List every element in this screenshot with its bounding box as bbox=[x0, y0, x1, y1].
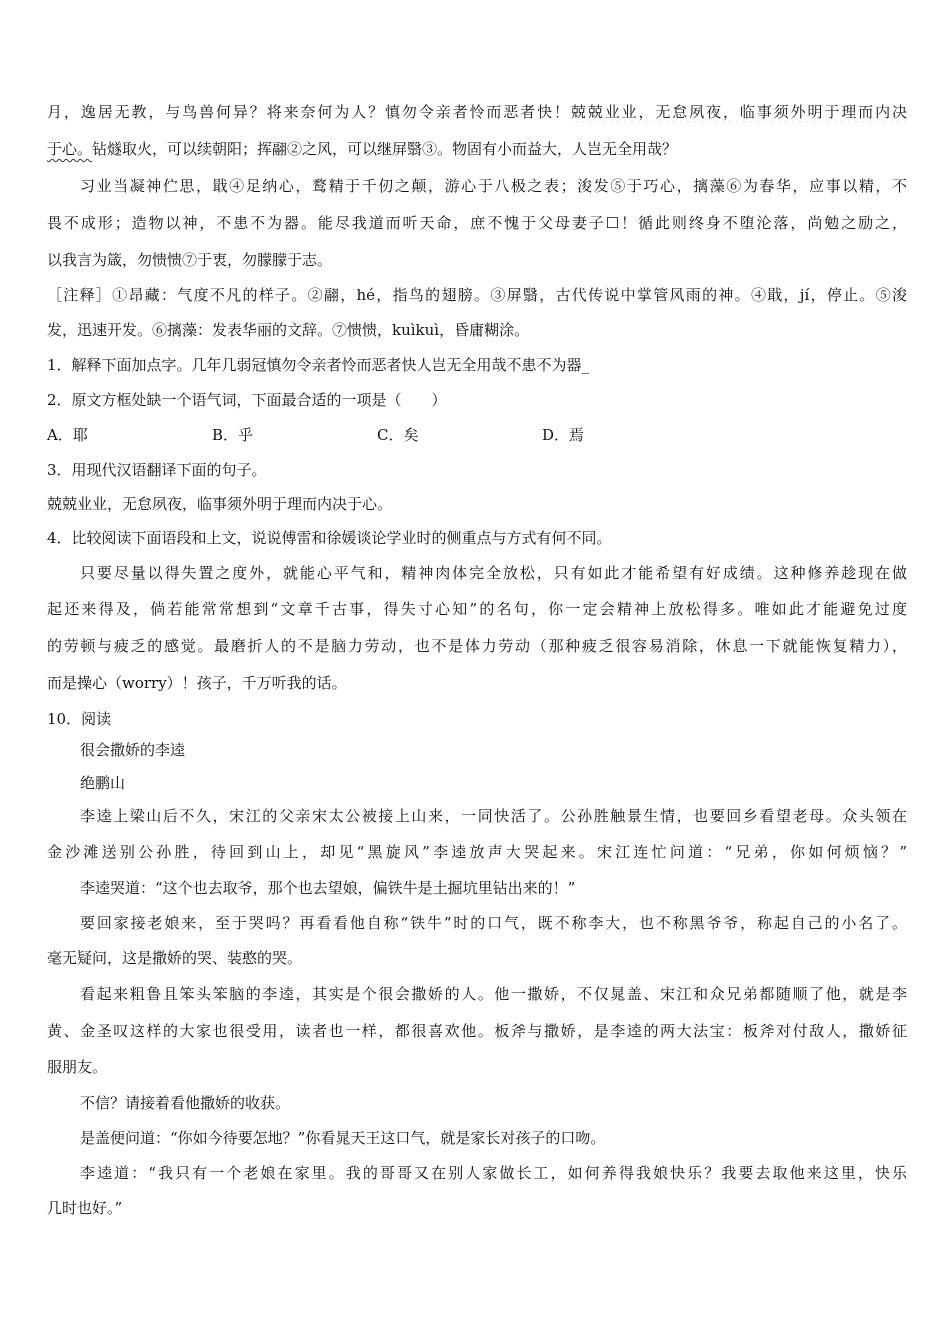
text-line: 要回家接老娘来，至于哭吗？再看看他自称“铁牛”时的口气，既不称李大，也不称黑爷爷，称起自己的小名了。 bbox=[80, 914, 907, 932]
text-line: 李逵道：“我只有一个老娘在家里。我的哥哥又在别人家做长工，如何养得我娘快乐？我要去取他来这里，快乐 bbox=[80, 1164, 907, 1182]
answer-options bbox=[47, 425, 907, 445]
text-line: 习业当凝神伫思，戢④足纳心，鹜精于千仞之颠，游心于八极之表；浚发⑤于巧心，摛藻⑥为春华，应事以精，不 bbox=[80, 177, 907, 195]
question-3: 3．用现代汉语翻译下面的句子。 bbox=[47, 461, 267, 479]
text-line: 毫无疑问，这是撒娇的哭、装憨的哭。 bbox=[47, 949, 303, 967]
text-line: 起还来得及，倘若能常常想到“文章千古事，得失寸心知”的名句，你一定会精神上放松得多。唯如此才能避免过度 bbox=[47, 600, 907, 618]
translate-sentence: 兢兢业业，无怠夙夜，临事须外明于理而内决于心。 bbox=[47, 495, 393, 513]
text-line: 畏不成形；造物以神，不患不为器。能尽我道而听天命，庶不愧于父母妻子☐！循此则终身不堕沦落，尚勉之励之， bbox=[47, 214, 907, 232]
text-segment: 钻燧取火，可以续朝阳；挥翮②之风，可以继屏翳③。物固有小而益大，人岂无全用哉？ bbox=[92, 140, 678, 158]
text-line: 而是操心（worry）！孩子，千万听我的话。 bbox=[47, 674, 347, 692]
annotation-line: ［注释］①昂藏：气度不凡的样子。②翮，hé，指鸟的翅膀。③屏翳，古代传说中掌管风雨的神。④戢，jí，停止。⑤浚 bbox=[47, 286, 907, 304]
article-author: 绝鹏山 bbox=[80, 774, 126, 792]
option-d: D．焉 bbox=[542, 426, 585, 444]
text-line: 不信？请接着看他撒娇的收获。 bbox=[80, 1094, 291, 1112]
text-line: 李逵上梁山后不久，宋江的父亲宋太公被接上山来，一同快活了。公孙胜触景生情，也要回乡看望老母。众头领在 bbox=[80, 807, 907, 825]
text-line bbox=[47, 139, 907, 159]
text-line: 李逵哭道：“这个也去取爷，那个也去望娘，偏铁牛是土掘坑里钻出来的！” bbox=[80, 879, 576, 897]
text-line: 看起来粗鲁且笨头笨脑的李逵，其实是个很会撒娇的人。他一撒娇，不仅晁盖、宋江和众兄弟都随顺了他，就是李 bbox=[80, 985, 907, 1003]
section-heading: 10．阅读 bbox=[47, 710, 112, 728]
option-c: C．矣 bbox=[377, 426, 419, 444]
option-b: B．乎 bbox=[212, 426, 254, 444]
text-line: 以我言为箴，勿愦愦⑦于衷，勿朦朦于志。 bbox=[47, 251, 333, 269]
wavy-underlined-text: 于心。 bbox=[47, 140, 93, 158]
wavy-underlined-text: 兢兢业业，无怠夙夜，临事须外明于理而内决 bbox=[570, 103, 907, 121]
question-4: 4．比较阅读下面语段和上文，说说傅雷和徐媛谈论学业时的侧重点与方式有何不同。 bbox=[47, 529, 612, 547]
text-line: 黄、金圣叹这样的大家也很受用，读者也一样，都很喜欢他。板斧与撒娇，是李逵的两大法宝：板斧对付敌人，撒娇征 bbox=[47, 1022, 907, 1040]
text-line: 服朋友。 bbox=[47, 1058, 108, 1076]
question-1: 1．解释下面加点字。几年几弱冠慎勿令亲者怜而恶者快人岂无全用哉不患不为器_ bbox=[47, 356, 590, 374]
text-line bbox=[47, 102, 907, 122]
question-2: 2．原文方框处缺一个语气词，下面最合适的一项是（ ） bbox=[47, 391, 447, 409]
text-line: 是盖便问道：“你如今待要怎地？”你看晁天王这口气，就是家长对孩子的口吻。 bbox=[80, 1129, 606, 1147]
text-line: 的劳顿与疲乏的感觉。最磨折人的不是脑力劳动，也不是体力劳动（那种疲乏很容易消除，休息一下就能恢复精力）， bbox=[47, 637, 907, 655]
option-a: A．耶 bbox=[47, 426, 88, 444]
text-segment: 月，逸居无教，与鸟兽何异？将来奈何为人？慎勿令亲者怜而恶者快！ bbox=[47, 103, 571, 121]
annotation-line: 发，迅速开发。⑥摛藻：发表华丽的文辞。⑦愦愦，kuìkuì，昏庸糊涂。 bbox=[47, 321, 530, 339]
text-line: 只要尽量以得失置之度外，就能心平气和，精神肉体完全放松，只有如此才能希望有好成绩。这种修养趁现在做 bbox=[80, 564, 907, 582]
text-line: 金沙滩送别公孙胜，待回到山上，却见“黑旋风”李逵放声大哭起来。宋江连忙问道：“兄弟，你如何烦恼？” bbox=[47, 843, 907, 861]
article-title: 很会撒娇的李逵 bbox=[80, 741, 186, 759]
text-line: 几时也好。” bbox=[47, 1199, 123, 1217]
